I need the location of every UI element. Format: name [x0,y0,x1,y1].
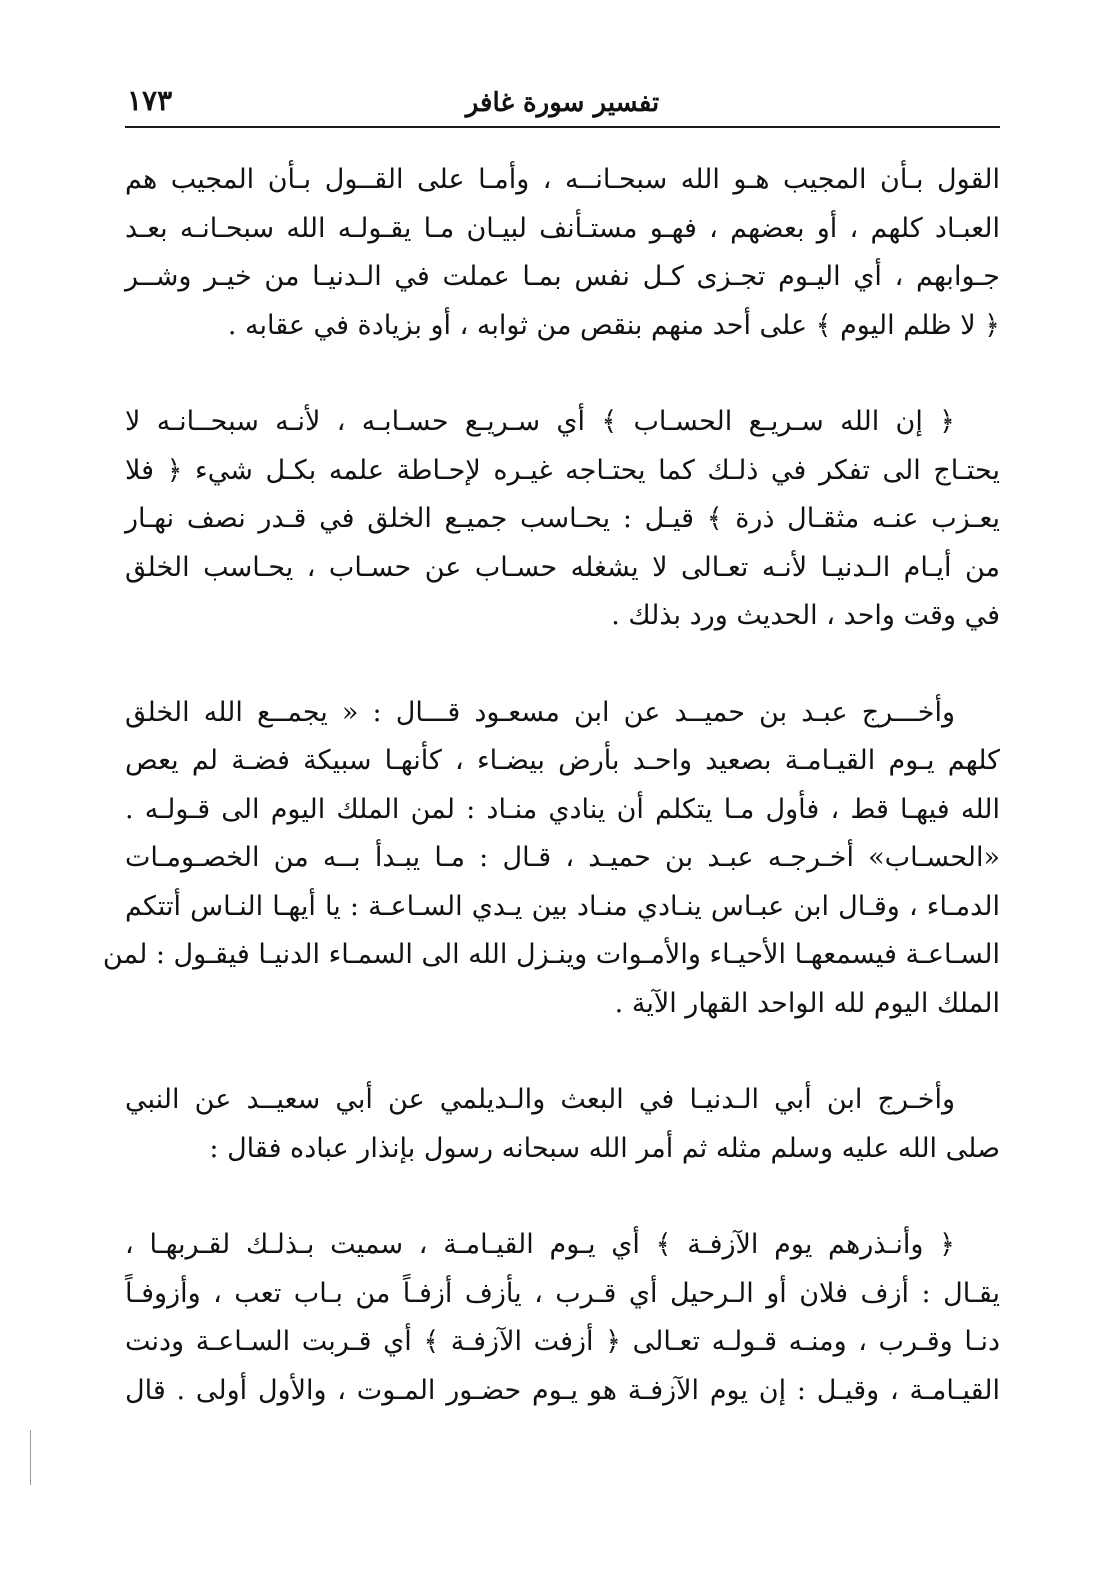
paragraph [125,398,1000,641]
text-line: يقـال : أزف فلان أو الـرحيل أي قـرب ، يأزف أزفـاً من بـاب تعب ، وأزوفـاً [125,1277,1000,1309]
scan-margin-mark [30,1430,31,1485]
text-line: ﴿ لا ظلم اليوم ﴾ على أحد منهم بنقص من ثوابه ، أو بزيادة في عقابه . [227,309,1000,341]
text-line: ﴿ وأنـذرهم يوم الآزفـة ﴾ أي يـوم القيـامـة ، سميت بـذلـك لقـربهـا ، [125,1229,955,1260]
text-line: دنـا وقـرب ، ومنـه قـولـه تعـالى ﴿ أزفت الآزفـة ﴾ أي قـربت السـاعـة ودنت [125,1326,1000,1357]
text-line: كلهم يـوم القيـامـة بصعيد واحـد بأرض بيضـاء ، كأنهـا سبيكة فضـة لم يعص [125,745,1000,776]
text-line: السـاعـة فيسمعهـا الأحيـاء والأمـوات وينـزل الله الى السمـاء الدنيـا فيقـول : لمن [102,939,1000,970]
text-line: يعـزب عنـه مثقـال ذرة ﴾ قيـل : يحـاسب جميـع الخلق في قـدر نصف نهـار [125,503,1000,534]
text-line: العبـاد كلهم ، أو بعضهم ، فهـو مستـأنف لبيـان مـا يقـولـه الله سبحـانـه بعـد [125,212,1000,244]
text-line: جـوابهم ، أي اليـوم تجـزى كـل نفس بمـا عملت في الـدنيـا من خيـر وشــر [125,261,1000,292]
paragraph [125,156,1000,350]
body-text [102,156,1000,1415]
paragraph [125,1076,1000,1173]
text-line: الله فيهـا قط ، فأول مـا يتكلم أن ينادي منـاد : لمن الملك اليوم الى قـولـه . [125,793,1000,825]
text-line: وأخـرج ابن أبي الـدنيـا في البعث والـديلمي عن أبي سعيــد عن النبي [125,1084,955,1115]
running-header [125,78,1000,128]
text-line: يحتـاج الى تفكر في ذلـك كما يحتـاجه غيـره لإحـاطة علمه بكـل شيء ﴿ فلا [125,454,1000,486]
text-line: الدمـاء ، وقـال ابن عبـاس ينـادي منـاد بين يـدي السـاعـة : يا أيهـا النـاس أتتكم [125,890,1000,922]
text-line: الملك اليوم لله الواحد القهار الآية . [614,987,1000,1019]
chapter-title: تفسير سورة غافر [465,88,660,118]
paragraph-gap [125,350,1000,398]
text-line: من أيـام الـدنيـا لأنـه تعـالى لا يشغله حسـاب عن حسـاب ، يحـاسب الخلق [125,551,1000,583]
paragraph [125,1221,1000,1415]
text-line: ﴿ إن الله سـريـع الحسـاب ﴾ أي سـريـع حسـابـه ، لأنـه سبحــانـه لا [125,406,955,437]
text-line: صلى الله عليه وسلم مثله ثم أمر الله سبحانه رسول بإنذار عباده فقال : [209,1132,1000,1164]
text-line: القيـامـة ، وقيـل : إن يوم الآزفـة هو يـوم حضـور المـوت ، والأول أولى . قال [125,1374,1000,1406]
paragraph-gap [125,1173,1000,1221]
text-line: وأخـــرج عبـد بن حميــد عن ابن مسعـود قـــال : « يجمــع الله الخلق [125,696,955,728]
paragraph-gap [125,641,1000,689]
text-line: القول بـأن المجيب هـو الله سبحـانــه ، وأمـا على القــول بـأن المجيب هم [125,164,1000,195]
paragraph-gap [125,1028,1000,1076]
text-line: في وقت واحد ، الحديث ورد بذلك . [611,600,1000,631]
text-line: «الحسـاب» أخـرجـه عبـد بن حميـد ، قـال : مـا يبـدأ بــه من الخصـومـات [125,842,1000,873]
page-number: ١٧٣ [127,84,173,117]
paragraph [102,689,1000,1029]
